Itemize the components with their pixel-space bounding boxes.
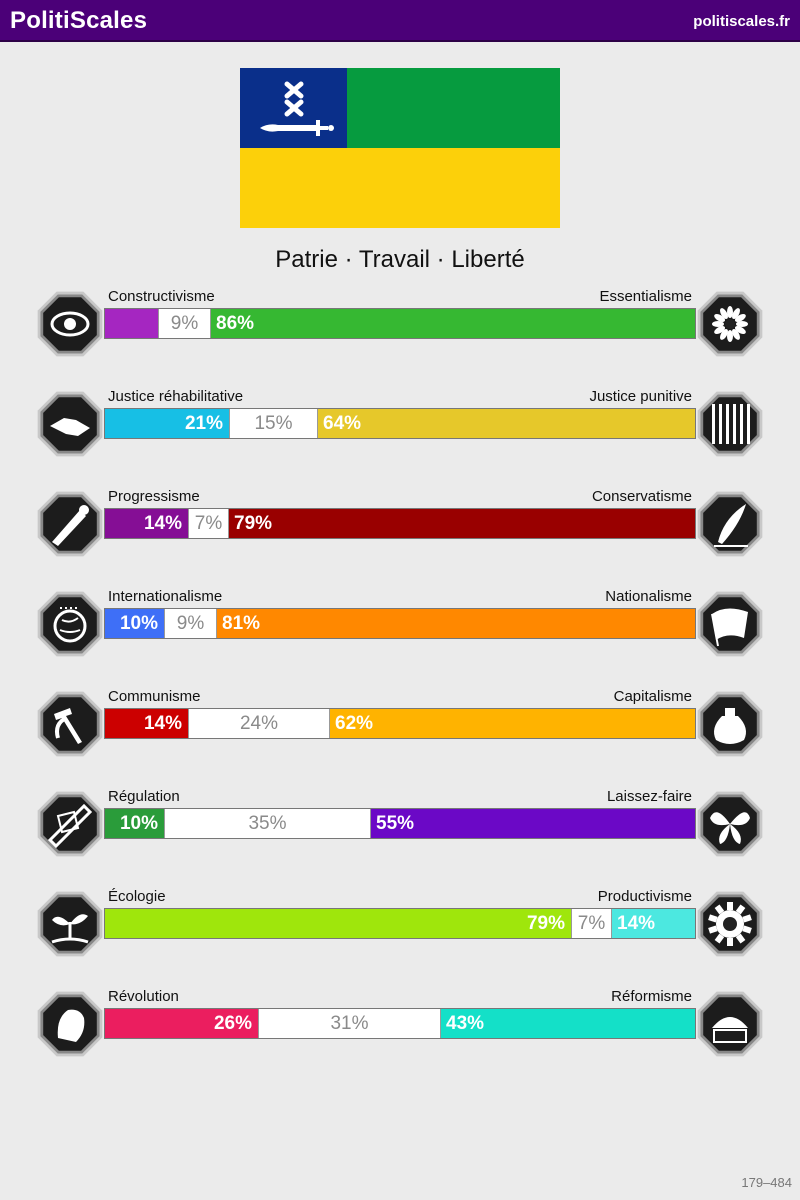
axis-left-segment: 79% xyxy=(105,909,571,938)
flag-bottom-band xyxy=(240,148,560,228)
axis-bar xyxy=(104,508,696,539)
butterfly-icon xyxy=(694,788,766,860)
axis-row xyxy=(0,988,800,1068)
axis-left-segment: 21% xyxy=(105,409,229,438)
axis-neutral-segment: 7% xyxy=(188,509,229,538)
axis-row xyxy=(0,888,800,968)
axis-left-label: Constructivisme xyxy=(108,288,215,305)
axis-left-label: Écologie xyxy=(108,888,166,905)
axis-left-segment: 10% xyxy=(105,609,164,638)
axis-neutral-segment: 7% xyxy=(571,909,612,938)
ruler-icon xyxy=(34,788,106,860)
brand-title[interactable]: PolitiScales xyxy=(10,7,148,34)
axis-bar xyxy=(104,808,696,839)
sword-emblem-icon xyxy=(254,76,336,142)
handshake-icon xyxy=(34,388,106,460)
axis-left-segment: 26% xyxy=(105,1009,258,1038)
globe-icon xyxy=(34,588,106,660)
result-flag xyxy=(240,68,560,228)
result-code: 179–484 xyxy=(741,1175,792,1190)
axis-neutral-segment: 31% xyxy=(258,1009,441,1038)
axis-left-label: Progressisme xyxy=(108,488,200,505)
money-bag-icon xyxy=(694,688,766,760)
axis-neutral-segment: 9% xyxy=(164,609,217,638)
axis-right-label: Laissez-faire xyxy=(606,788,692,805)
app-header xyxy=(0,0,800,42)
axis-right-segment: 64% xyxy=(318,409,695,438)
axis-bar xyxy=(104,908,696,939)
axis-row xyxy=(0,388,800,468)
axis-left-segment: 10% xyxy=(105,809,164,838)
parliament-icon xyxy=(694,988,766,1060)
gear-icon xyxy=(694,888,766,960)
fist-icon xyxy=(34,988,106,1060)
axis-left-label: Justice réhabilitative xyxy=(108,388,244,405)
axis-row xyxy=(0,688,800,768)
motto: Patrie · Travail · Liberté xyxy=(275,246,525,273)
sprout-icon xyxy=(34,888,106,960)
axis-neutral-segment: 35% xyxy=(164,809,371,838)
axis-right-label: Justice punitive xyxy=(589,388,692,405)
axis-right-label: Essentialisme xyxy=(599,288,692,305)
axis-right-label: Capitalisme xyxy=(613,688,692,705)
axis-bar xyxy=(104,708,696,739)
axis-right-label: Réformisme xyxy=(611,988,692,1005)
hammer-sickle-icon xyxy=(34,688,106,760)
axis-right-label: Productivisme xyxy=(597,888,692,905)
prison-bars-icon xyxy=(694,388,766,460)
axis-right-segment: 43% xyxy=(441,1009,695,1038)
axis-neutral-segment: 15% xyxy=(229,409,318,438)
flag-icon xyxy=(694,588,766,660)
axis-left-label: Internationalisme xyxy=(108,588,223,605)
axis-bar xyxy=(104,408,696,439)
flower-icon xyxy=(694,288,766,360)
axis-bar xyxy=(104,308,696,339)
axis-neutral-segment: 24% xyxy=(188,709,330,738)
axis-right-label: Nationalisme xyxy=(605,588,692,605)
axis-right-segment: 81% xyxy=(217,609,695,638)
axis-row xyxy=(0,488,800,568)
axis-bar xyxy=(104,1008,696,1039)
axis-left-segment: 14% xyxy=(105,509,188,538)
axis-row xyxy=(0,288,800,368)
axis-neutral-segment: 9% xyxy=(158,309,211,338)
axis-bar xyxy=(104,608,696,639)
axis-row xyxy=(0,788,800,868)
axis-right-label: Conservatisme xyxy=(591,488,692,505)
site-link[interactable]: politiscales.fr xyxy=(693,13,790,30)
axis-right-segment: 62% xyxy=(330,709,695,738)
axis-row xyxy=(0,588,800,668)
axis-right-segment: 55% xyxy=(371,809,695,838)
axis-right-segment: 79% xyxy=(229,509,695,538)
axis-left-label: Révolution xyxy=(108,988,179,1005)
axis-left-label: Communisme xyxy=(108,688,201,705)
comet-icon xyxy=(34,488,106,560)
axis-left-segment: 14% xyxy=(105,709,188,738)
axis-left-segment xyxy=(105,309,158,338)
eye-icon xyxy=(34,288,106,360)
quill-icon xyxy=(694,488,766,560)
axis-left-label: Régulation xyxy=(108,788,180,805)
axis-right-segment: 14% xyxy=(612,909,695,938)
axis-right-segment: 86% xyxy=(211,309,695,338)
